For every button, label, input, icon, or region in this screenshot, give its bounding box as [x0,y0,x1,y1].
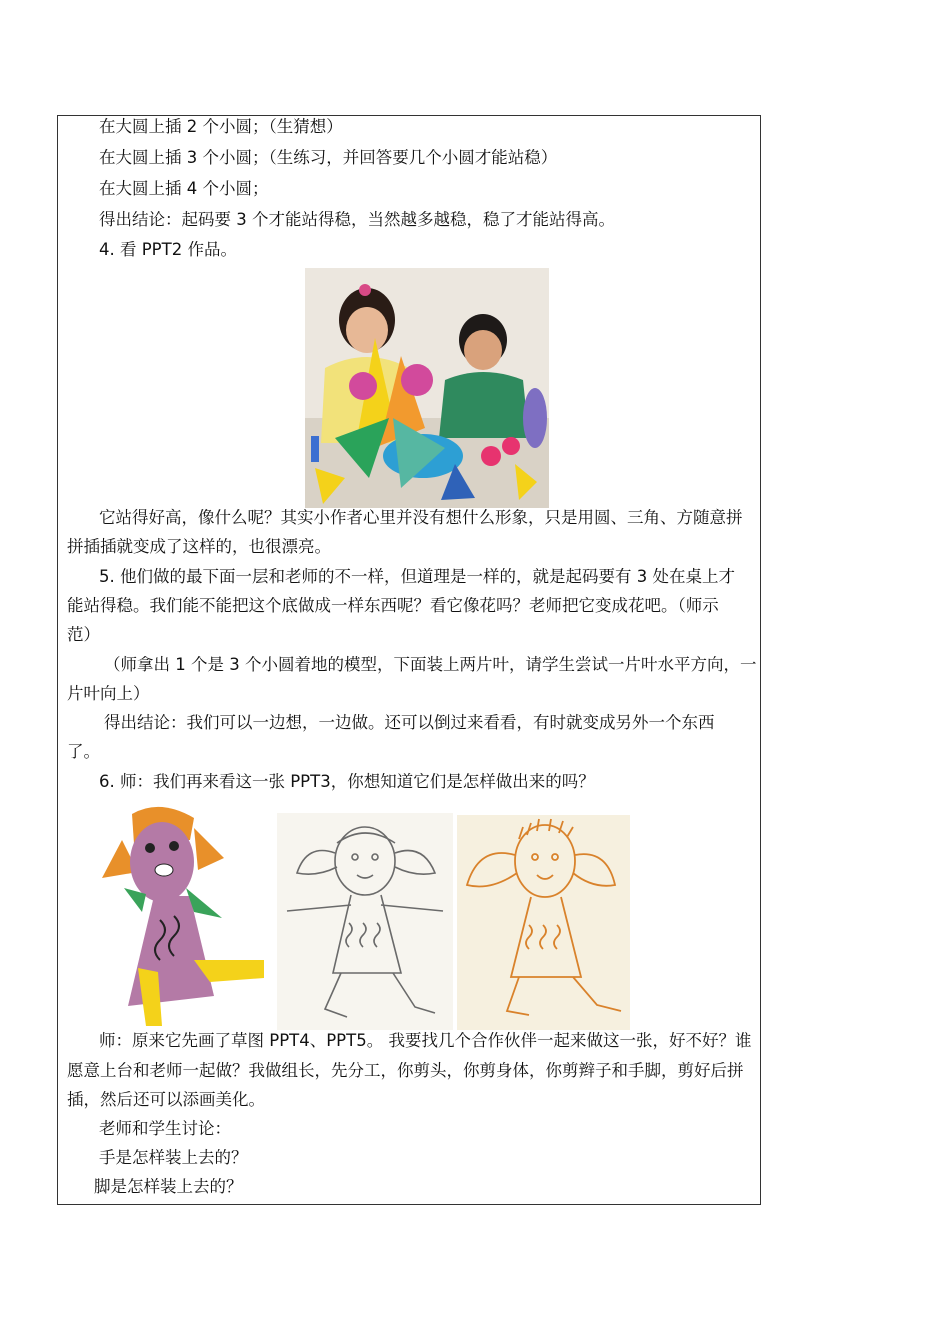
text-line-7: 拼插插就变成了这样的，也很漂亮。 [67,537,331,556]
text-line-19: 老师和学生讨论： [99,1119,231,1138]
text-line-17: 愿意上台和老师一起做？我做组长，先分工，你剪头，你剪身体，你剪辫子和手脚，剪好后拼 [67,1061,744,1080]
text-line-16: 师：原来它先画了草图 PPT4、PPT5。 我要找几个合作伙伴一起来做这一张，好不好？谁 [99,1031,752,1050]
text-line-6: 它站得好高，像什么呢？其实小作者心里并没有想什么形象，只是用圆、三角、方随意拼 [99,508,743,527]
text-line-10: 范） [67,625,100,644]
text-line-11: （师拿出 1 个是 3 个小圆着地的模型，下面装上两片叶，请学生尝试一片叶水平方向，一 [104,655,757,674]
text-line-5: 4. 看 PPT2 作品。 [99,240,237,259]
text-line-12: 片叶向上） [67,684,150,703]
text-line-1: 在大圆上插 2 个小圆；（生猜想） [99,117,343,136]
text-line-21: 脚是怎样装上去的？ [94,1177,243,1196]
text-line-13: 得出结论：我们可以一边想，一边做。还可以倒过来看看，有时就变成另外一个东西 [104,713,715,732]
pencil-sketch-svg [277,813,453,1030]
photo-children-collage-svg [305,268,549,508]
text-line-15: 6. 师：我们再来看这一张 PPT3，你想知道它们是怎样做出来的吗？ [99,772,595,791]
text-line-8: 5. 他们做的最下面一层和老师的不一样，但道理是一样的，就是起码要有 3 处在桌上才 [99,567,735,586]
text-line-9: 能站得稳。我们能不能把这个底做成一样东西呢？看它像花吗？老师把它变成花吧。（师示 [67,596,719,615]
text-line-14: 了。 [67,742,100,761]
orange-sketch-svg [457,815,630,1030]
paper-figure-image [98,800,270,1030]
orange-sketch-image [457,815,630,1030]
photo-children-collage [305,268,549,508]
text-line-3: 在大圆上插 4 个小圆； [99,179,269,198]
text-line-18: 插，然后还可以添画美化。 [67,1090,265,1109]
text-line-2: 在大圆上插 3 个小圆；（生练习，并回答要几个小圆才能站稳） [99,148,558,167]
paper-figure-svg [98,800,270,1030]
text-line-4: 得出结论：起码要 3 个才能站得稳，当然越多越稳，稳了才能站得高。 [99,210,615,229]
pencil-sketch-image [277,813,453,1030]
text-line-20: 手是怎样装上去的？ [99,1148,248,1167]
